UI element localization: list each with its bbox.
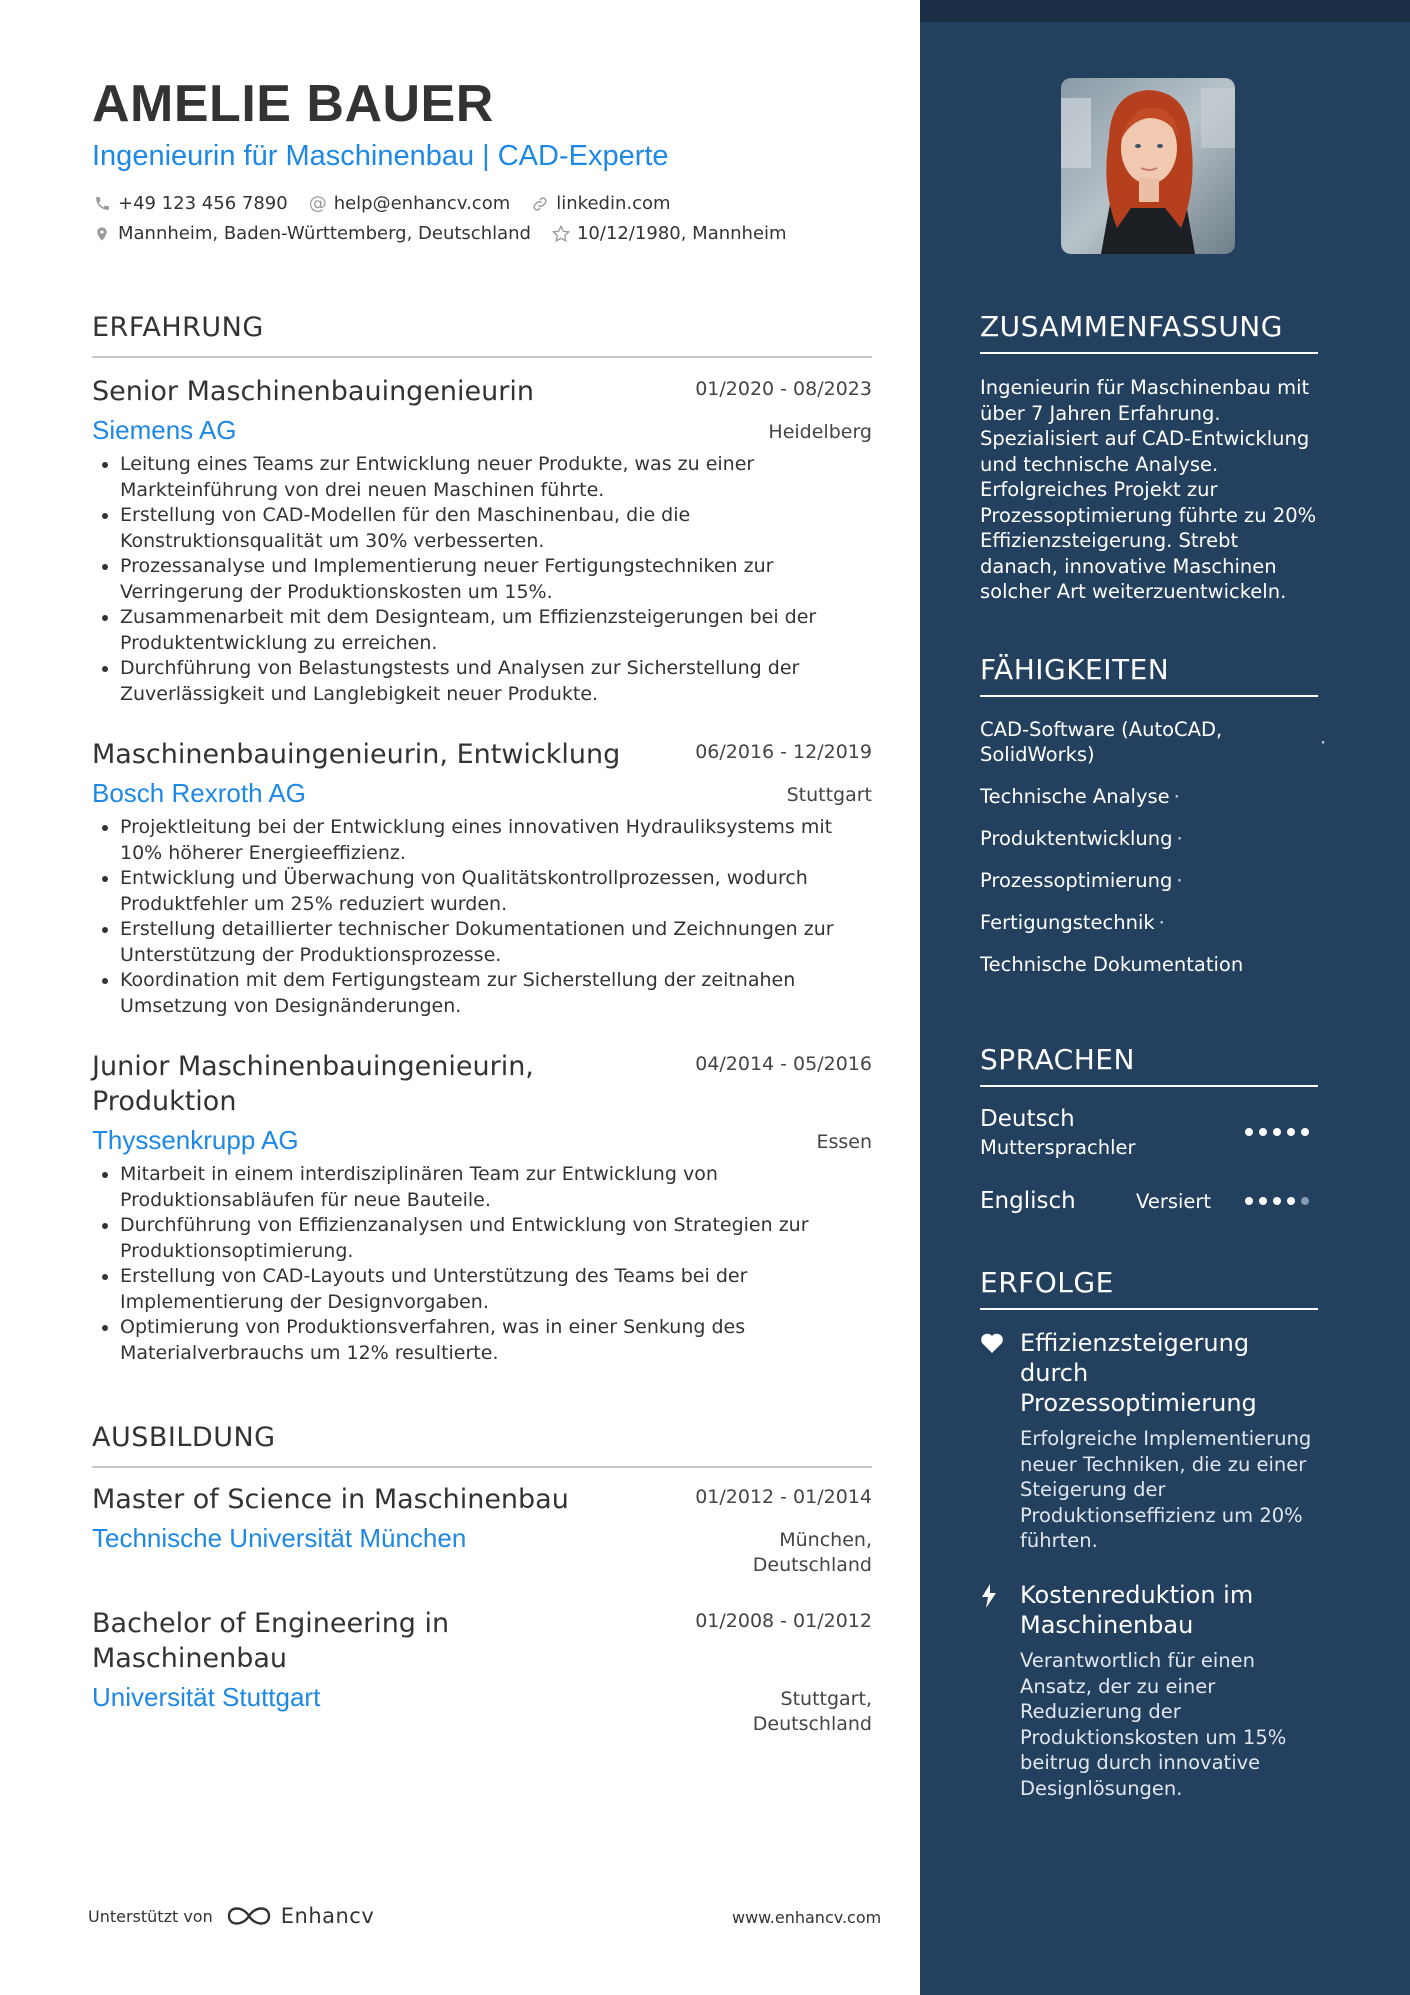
education-location-line: Stuttgart, xyxy=(780,1688,872,1710)
achievement-description: Verantwortlich für einen Ansatz, der zu einer Reduzierung der Produktionskosten um 15% beitrug durch innovative Designlösungen. xyxy=(1020,1649,1287,1800)
languages-section-title xyxy=(980,1043,1318,1076)
job-dates: 01/2020 - 08/2023 xyxy=(695,378,872,400)
candidate-headline: Ingenieurin für Maschinenbau | CAD-Experte xyxy=(92,140,669,172)
powered-by-text: Unterstützt von xyxy=(88,1906,213,1926)
skill-label: Technische Analyse xyxy=(980,785,1170,808)
achievements-title-text: ERFOLGE xyxy=(980,1266,1114,1299)
job-bullets xyxy=(92,1162,872,1366)
contact-phone[interactable] xyxy=(92,193,288,214)
skill-label: Fertigungstechnik xyxy=(980,911,1155,934)
skill-label: CAD-Software (AutoCAD, SolidWorks) xyxy=(980,718,1223,766)
list-item: • Leitung eines Teams zur Entwicklung neuer Produkte, was zu einer Markteinführung von drei neuen Maschinen führte. xyxy=(120,452,872,503)
contact-birth xyxy=(551,223,787,244)
language-level: Muttersprachler xyxy=(980,1136,1136,1159)
contact-location xyxy=(92,223,531,244)
job-dates: 04/2014 - 05/2016 xyxy=(695,1053,872,1075)
section-divider xyxy=(92,1466,872,1468)
section-divider xyxy=(92,356,872,358)
job-bullets xyxy=(92,452,872,707)
rating-dot xyxy=(1287,1197,1295,1205)
language-rating xyxy=(1245,1197,1315,1205)
list-item: • Zusammenarbeit mit dem Designteam, um Effizienzsteigerungen bei der Produktentwicklung zu erreichen. xyxy=(120,605,872,656)
education-location xyxy=(753,1528,872,1578)
languages-title-text: SPRACHEN xyxy=(980,1043,1135,1076)
linkedin-text: linkedin.com xyxy=(556,193,671,214)
skill-item xyxy=(980,826,1183,851)
education-location xyxy=(753,1687,872,1737)
education-location-line: Deutschland xyxy=(752,1713,872,1735)
job-dates: 06/2016 - 12/2019 xyxy=(695,741,872,763)
email-text: help@enhancv.com xyxy=(333,193,511,214)
summary-title-text: ZUSAMMENFASSUNG xyxy=(980,310,1283,343)
rating-dot xyxy=(1245,1197,1253,1205)
link-icon xyxy=(530,195,550,213)
skill-label: Technische Dokumentation xyxy=(980,953,1244,976)
location-text: Mannheim, Baden-Württemberg, Deutschland xyxy=(118,223,531,244)
phone-text: +49 123 456 7890 xyxy=(118,193,288,214)
degree-title: Bachelor of Engineering in Maschinenbau xyxy=(92,1608,450,1674)
list-item: • Erstellung von CAD-Modellen für den Maschinenbau, die die Konstruktionsqualität um 30% verbesserten. xyxy=(120,503,872,554)
experience-section-title xyxy=(92,312,872,343)
enhancv-logo-icon[interactable] xyxy=(225,1904,273,1928)
bolt-icon xyxy=(980,1584,1004,1608)
experience-entry xyxy=(92,374,872,707)
school-name[interactable]: Technische Universität München xyxy=(92,1523,467,1553)
education-entry xyxy=(92,1482,872,1576)
job-location: Heidelberg xyxy=(768,421,872,443)
list-item: • Projektleitung bei der Entwicklung eines innovativen Hydrauliksystems mit 10% höherer Energieeffizienz. xyxy=(120,815,872,866)
experience-entry xyxy=(92,1049,872,1366)
sidebar-top-bar xyxy=(920,0,1410,22)
school-name[interactable]: Universität Stuttgart xyxy=(92,1682,321,1712)
education-section-title xyxy=(92,1422,872,1453)
skills-section-title xyxy=(980,653,1318,686)
star-icon xyxy=(551,224,571,244)
candidate-name: AMELIE BAUER xyxy=(92,75,494,133)
profile-photo xyxy=(1061,78,1235,254)
rating-dot xyxy=(1273,1128,1281,1136)
rating-dot xyxy=(1301,1197,1309,1205)
contact-row-2 xyxy=(92,223,807,244)
location-pin-icon xyxy=(92,225,112,243)
list-item: • Optimierung von Produktionsverfahren, was in einer Senkung des Materialverbrauchs um 12% resultierte. xyxy=(120,1315,872,1366)
achievement-description: Erfolgreiche Implementierung neuer Techniken, die zu einer Steigerung der Produktionseffizienz um 20% führten. xyxy=(1020,1427,1312,1552)
achievement-title: Kostenreduktion im Maschinenbau xyxy=(1020,1581,1254,1639)
contact-row-1 xyxy=(92,193,691,214)
skill-separator: · xyxy=(1320,731,1327,754)
rating-dot xyxy=(1287,1128,1295,1136)
list-item: • Prozessanalyse und Implementierung neuer Fertigungstechniken zur Verringerung der Produktionskosten um 15%. xyxy=(120,554,872,605)
company-name[interactable]: Bosch Rexroth AG xyxy=(92,778,306,808)
heart-icon xyxy=(980,1332,1004,1356)
job-bullets xyxy=(92,815,872,1019)
experience-entry xyxy=(92,737,872,1019)
skill-separator: · xyxy=(1173,785,1180,808)
education-location-line: Deutschland xyxy=(752,1554,872,1576)
job-title: Senior Maschinenbauingenieurin xyxy=(92,376,534,407)
section-divider xyxy=(980,352,1318,354)
summary-section-title xyxy=(980,310,1318,343)
rating-dot xyxy=(1301,1128,1309,1136)
skill-separator: · xyxy=(1176,869,1183,892)
skill-label: Prozessoptimierung xyxy=(980,869,1173,892)
skill-item xyxy=(980,952,1243,977)
list-item: • Entwicklung und Überwachung von Qualitätskontrollprozessen, wodurch Produktfehler um 25% reduziert wurden. xyxy=(120,866,872,917)
enhancv-brand-text[interactable]: Enhancv xyxy=(280,1904,375,1928)
list-item: • Mitarbeit in einem interdisziplinären Team zur Entwicklung von Produktionsabläufen für neue Bauteile. xyxy=(120,1162,872,1213)
footer-powered-by xyxy=(88,1904,374,1928)
skill-item xyxy=(980,717,1240,767)
skill-label: Produktentwicklung xyxy=(980,827,1173,850)
job-location: Essen xyxy=(816,1131,872,1153)
skill-item xyxy=(980,784,1180,809)
list-item: • Durchführung von Belastungstests und Analysen zur Sicherstellung der Zuverlässigkeit und Langlebigkeit neuer Produkte. xyxy=(120,656,872,707)
degree-title: Master of Science in Maschinenbau xyxy=(92,1484,569,1515)
phone-icon xyxy=(92,195,112,212)
footer-website[interactable]: www.enhancv.com xyxy=(732,1908,882,1927)
education-dates: 01/2008 - 01/2012 xyxy=(695,1610,872,1632)
education-dates: 01/2012 - 01/2014 xyxy=(695,1486,872,1508)
list-item: • Erstellung von CAD-Layouts und Unterstützung des Teams bei der Implementierung der Designvorgaben. xyxy=(120,1264,872,1315)
contact-linkedin[interactable] xyxy=(530,193,670,214)
contact-email[interactable] xyxy=(308,193,511,214)
achievement-title: Effizienzsteigerung durch Prozessoptimierung xyxy=(1020,1329,1257,1417)
rating-dot xyxy=(1259,1197,1267,1205)
at-icon: @ xyxy=(308,193,327,214)
company-name[interactable]: Siemens AG xyxy=(92,415,237,445)
education-entry xyxy=(92,1606,872,1735)
skill-separator: · xyxy=(1158,911,1165,934)
language-name: Englisch xyxy=(980,1188,1076,1214)
experience-title-text: ERFAHRUNG xyxy=(92,312,264,343)
skill-item xyxy=(980,868,1183,893)
job-location: Stuttgart xyxy=(786,784,872,806)
education-location-line: München, xyxy=(779,1529,872,1551)
achievements-section-title xyxy=(980,1266,1318,1299)
list-item: • Durchführung von Effizienzanalysen und Entwicklung von Strategien zur Produktionsoptimierung. xyxy=(120,1213,872,1264)
section-divider xyxy=(980,695,1318,697)
list-item: • Erstellung detaillierter technischer Dokumentationen und Zeichnungen zur Unterstützung der Produktionsprozesse. xyxy=(120,917,872,968)
rating-dot xyxy=(1259,1128,1267,1136)
job-title: Junior Maschinenbauingenieurin, Produktion xyxy=(92,1051,534,1117)
skill-separator: · xyxy=(1176,827,1183,850)
job-title: Maschinenbauingenieurin, Entwicklung xyxy=(92,739,621,770)
education-title-text: AUSBILDUNG xyxy=(92,1422,276,1453)
section-divider xyxy=(980,1308,1318,1310)
rating-dot xyxy=(1273,1197,1281,1205)
skills-title-text: FÄHIGKEITEN xyxy=(980,653,1170,686)
birth-text: 10/12/1980, Mannheim xyxy=(576,223,787,244)
section-divider xyxy=(980,1085,1318,1087)
company-name[interactable]: Thyssenkrupp AG xyxy=(92,1125,299,1155)
language-level: Versiert xyxy=(1136,1190,1212,1213)
list-item: • Koordination mit dem Fertigungsteam zur Sicherstellung der zeitnahen Umsetzung von Designänderungen. xyxy=(120,968,872,1019)
rating-dot xyxy=(1245,1128,1253,1136)
summary-text: Ingenieurin für Maschinenbau mit über 7 Jahren Erfahrung. Spezialisiert auf CAD-Entwicklung und technische Analyse. Erfolgreiches Projekt zur Prozessoptimierung führte zu 20% Effizienzsteigerung. Strebt danach, innovative Maschinen solcher Art weiterzuentwickeln. xyxy=(980,376,1317,603)
language-name: Deutsch xyxy=(980,1106,1075,1132)
skill-item xyxy=(980,910,1165,935)
language-rating xyxy=(1245,1128,1315,1136)
